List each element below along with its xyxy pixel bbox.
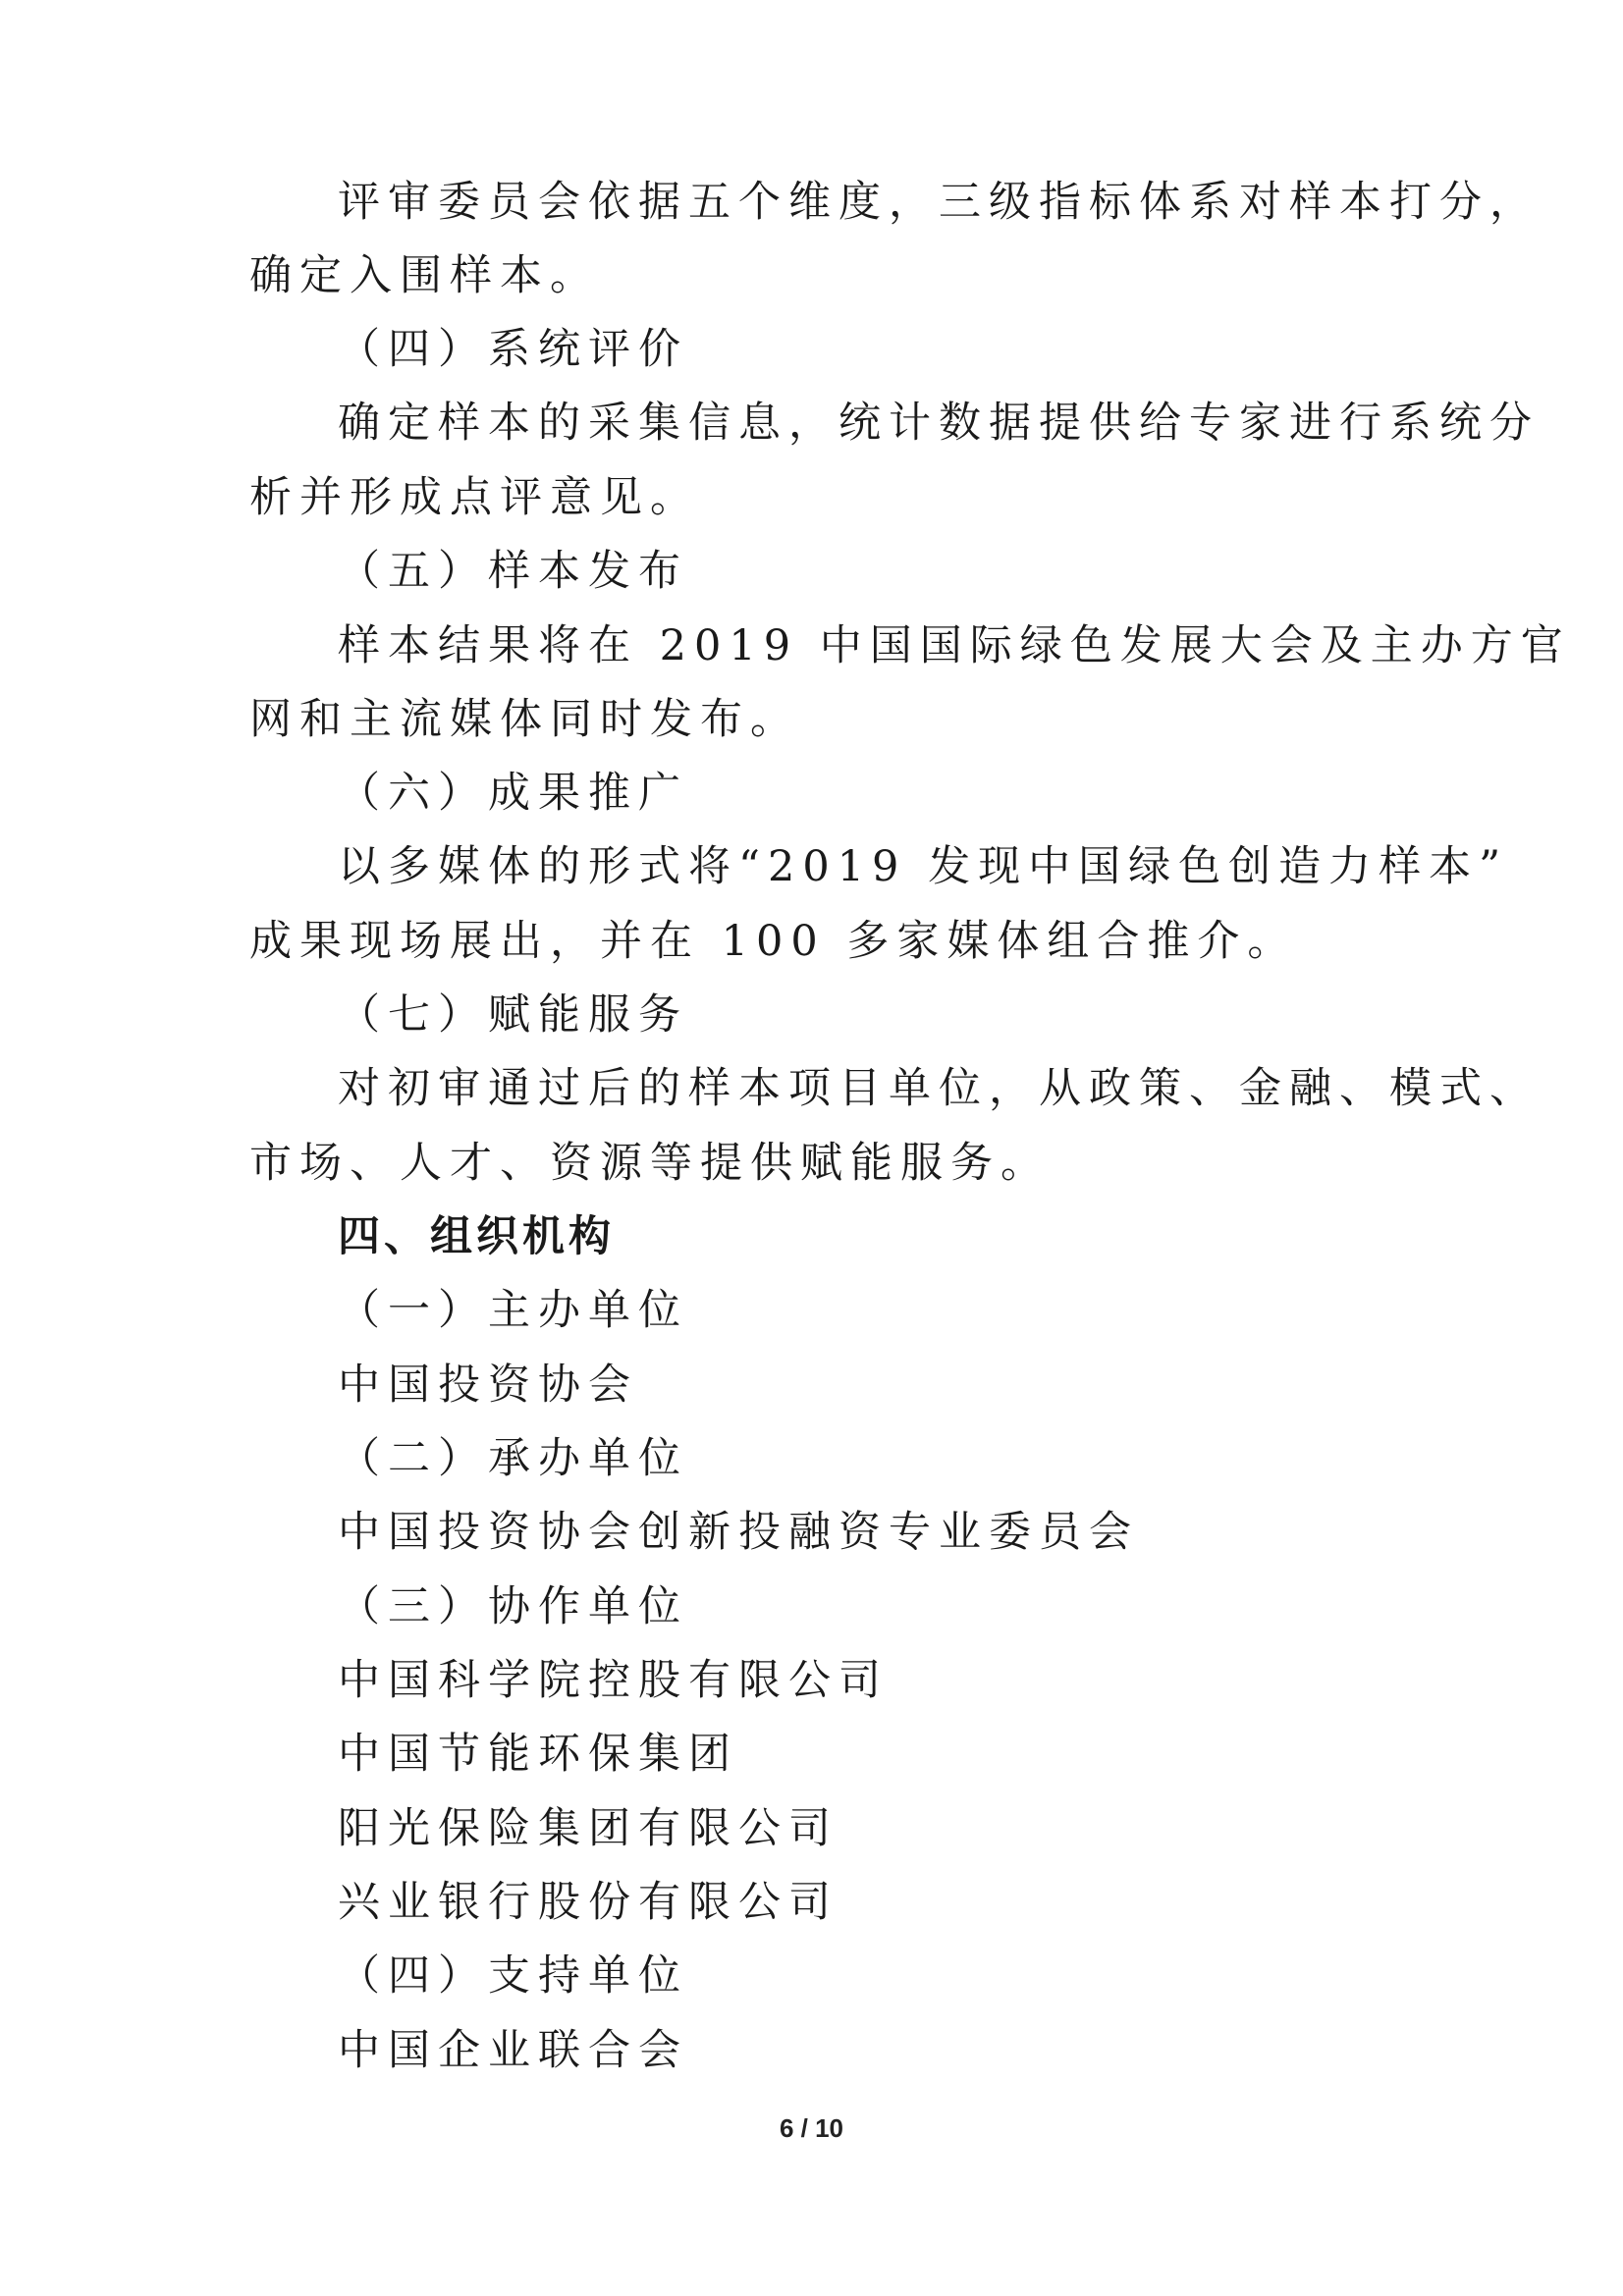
paragraph-line: 市场、人才、资源等提供赋能服务。 (249, 1139, 1051, 1188)
subsection-heading: （一）主办单位 (338, 1286, 688, 1335)
paragraph-line: 网和主流媒体同时发布。 (249, 695, 800, 744)
section-title: 四、组织机构 (338, 1212, 615, 1261)
organization-name: 中国企业联合会 (338, 2026, 688, 2075)
subsection-heading: （六）成果推广 (338, 769, 688, 818)
organization-name: 阳光保险集团有限公司 (338, 1804, 839, 1853)
paragraph-line: 以多媒体的形式将“2019 发现中国绿色创造力样本” (338, 842, 1509, 891)
paragraph-line: 对初审通过后的样本项目单位，从政策、金融、模式、 (338, 1064, 1540, 1113)
paragraph-line: 样本结果将在 2019 中国国际绿色发展大会及主办方官 (338, 621, 1571, 670)
paragraph-line: 评审委员会依据五个维度，三级指标体系对样本打分， (338, 178, 1540, 227)
organization-name: 中国科学院控股有限公司 (338, 1656, 889, 1705)
organization-name: 兴业银行股份有限公司 (338, 1878, 839, 1927)
subsection-heading: （四）支持单位 (338, 1951, 688, 2001)
paragraph-line: 析并形成点评意见。 (249, 473, 700, 522)
paragraph-line: 确定样本的采集信息，统计数据提供给专家进行系统分 (338, 399, 1540, 448)
organization-name: 中国节能环保集团 (338, 1730, 738, 1779)
subsection-heading: （四）系统评价 (338, 325, 688, 374)
organization-name: 中国投资协会 (338, 1361, 638, 1410)
paragraph-line: 成果现场展出，并在 100 多家媒体组合推介。 (249, 917, 1298, 966)
paragraph-line: 确定入围样本。 (249, 251, 600, 300)
subsection-heading: （三）协作单位 (338, 1582, 688, 1631)
subsection-heading: （五）样本发布 (338, 547, 688, 596)
organization-name: 中国投资协会创新投融资专业委员会 (338, 1508, 1139, 1557)
page-number: 6 / 10 (779, 2113, 844, 2143)
subsection-heading: （七）赋能服务 (338, 990, 688, 1040)
subsection-heading: （二）承办单位 (338, 1434, 688, 1483)
